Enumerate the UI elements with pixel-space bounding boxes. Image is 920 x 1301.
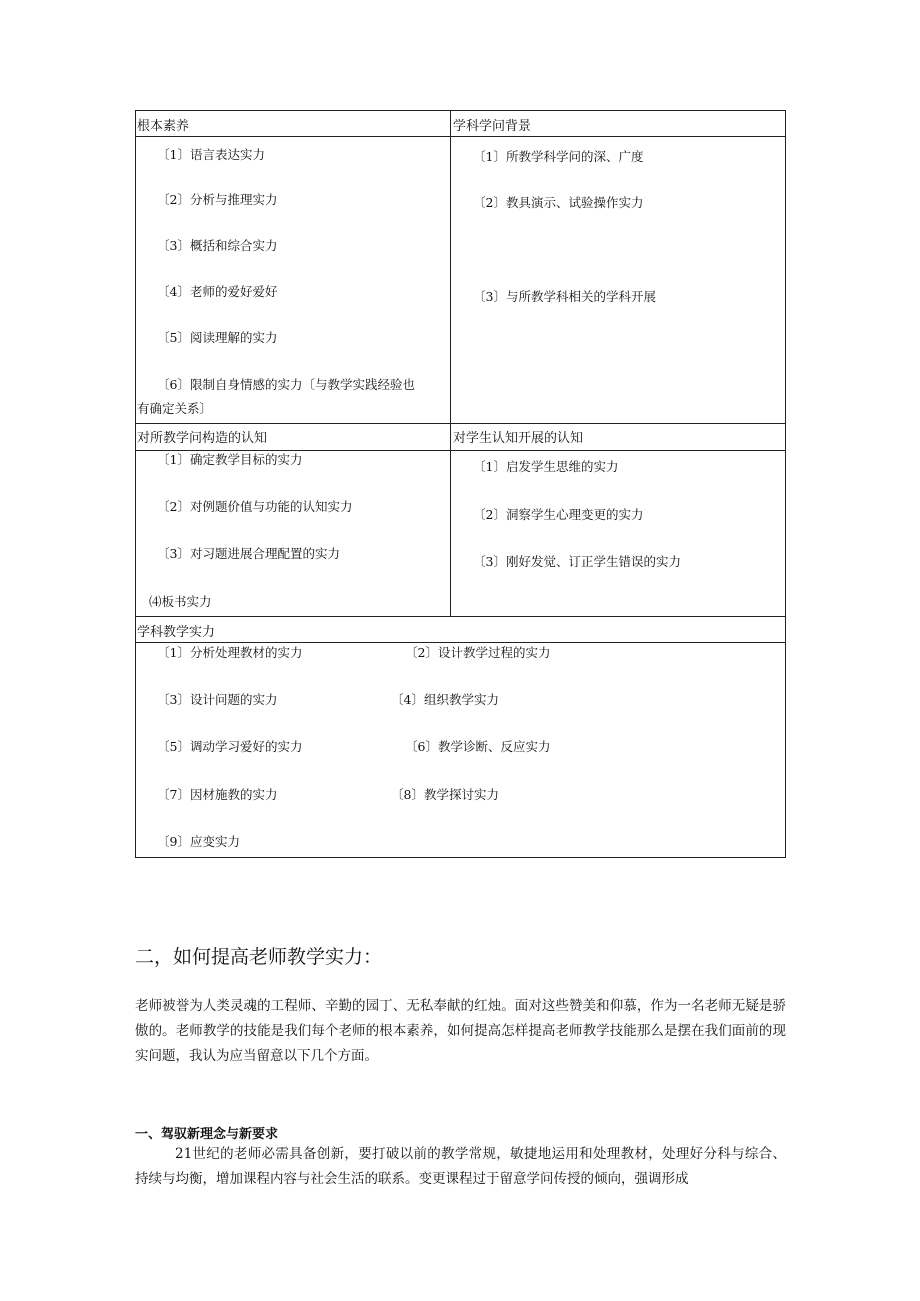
list-item: 〔1〕确定教学目标的实力: [157, 452, 303, 467]
list-item: 〔8〕教学探讨实力: [391, 787, 499, 802]
intro-paragraph: 老师被誉为人类灵魂的工程师、辛勤的园丁、无私奉献的红烛。面对这些赞美和仰慕，作为一名老师无疑是骄傲的。老师教学的技能是我们每个老师的根本素养，如何提高怎样提高老师教学技能那么是摆在我们面前的现实问题，我认为应当留意以下几个方面。: [135, 998, 786, 1064]
list-item: ⑷板书实力: [149, 594, 212, 609]
header-structure: 对所教学问构造的认知: [137, 431, 268, 446]
list-item: 〔2〕对例题价值与功能的认知实力: [157, 499, 353, 514]
list-item: 〔4〕老师的爱好爱好: [157, 284, 278, 299]
list-item: 〔3〕与所教学科相关的学科开展: [473, 289, 656, 304]
subsection-title: 一、驾驭新理念与新要求: [135, 1127, 279, 1142]
row-divider: [135, 136, 786, 137]
list-item: 〔2〕教具演示、试验操作实力: [473, 195, 644, 210]
list-item: 〔3〕刚好发觉、订正学生错误的实力: [473, 554, 681, 569]
list-item: 〔1〕所教学科学问的深、广度: [473, 149, 644, 164]
list-item: 〔5〕阅读理解的实力: [157, 330, 278, 345]
list-item: 〔7〕因材施教的实力: [157, 787, 278, 802]
table-border-bottom: [135, 857, 786, 858]
list-item-continuation: 有确定关系〕: [137, 401, 213, 416]
table-border-right: [785, 110, 786, 858]
list-item: 〔2〕分析与推理实力: [157, 192, 278, 207]
header-basic: 根本素养: [137, 119, 190, 134]
list-item: 〔1〕分析处理教材的实力: [157, 645, 303, 660]
list-item: 〔4〕组织教学实力: [391, 692, 499, 707]
column-divider: [450, 110, 451, 616]
list-item: 〔5〕调动学习爱好的实力: [157, 739, 303, 754]
header-teaching: 学科教学实力: [137, 625, 216, 640]
list-item: 〔3〕设计问题的实力: [157, 692, 278, 707]
list-item: 〔1〕启发学生思维的实力: [473, 459, 619, 474]
list-item: 〔3〕概括和综合实力: [157, 238, 278, 253]
list-item: 〔3〕对习题进展合理配置的实力: [157, 546, 340, 561]
list-item: 〔9〕应变实力: [157, 834, 240, 849]
section-title: 二，如何提高老师教学实力：: [135, 946, 383, 968]
row-divider: [135, 642, 786, 643]
competency-table: [135, 110, 786, 858]
list-item: 〔6〕限制自身情感的实力〔与教学实践经验也: [157, 377, 415, 392]
header-student: 对学生认知开展的认知: [453, 431, 584, 446]
list-item: 〔6〕教学诊断、反应实力: [405, 739, 551, 754]
header-subject: 学科学问背景: [453, 119, 532, 134]
list-item: 〔2〕洞察学生心理变更的实力: [473, 507, 644, 522]
table-border-left: [135, 110, 136, 858]
list-item: 〔1〕语言表达实力: [157, 147, 265, 162]
row-divider: [135, 423, 786, 424]
subsection-paragraph: 21世纪的老师必需具备创新，要打破以前的教学常规，敏捷地运用和处理教材，处理好分科与综合、持续与均衡，增加课程内容与社会生活的联系。变更课程过于留意学问传授的倾向，强调形成: [135, 1146, 786, 1187]
table-border-top: [135, 110, 786, 111]
row-divider: [135, 616, 786, 617]
list-item: 〔2〕设计教学过程的实力: [405, 645, 551, 660]
